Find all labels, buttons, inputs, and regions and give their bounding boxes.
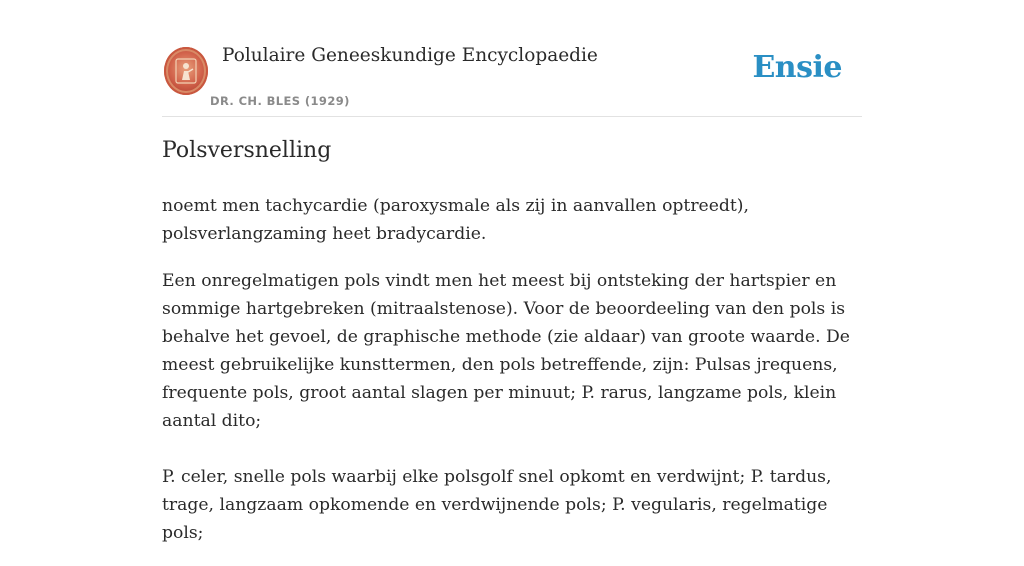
paragraph: P. celer, snelle pols waarbij elke polsgolf snel opkomt en verdwijnt; P. tardus, trage, langzaam opkomende en verdwijnende pols; P. vegularis, regelmatige pols; bbox=[162, 467, 832, 543]
book-cover-logo[interactable] bbox=[164, 47, 208, 95]
book-author: DR. CH. BLES (1929) bbox=[210, 94, 350, 108]
book-title[interactable]: Polulaire Geneeskundige Encyclopaedie bbox=[222, 45, 598, 66]
entry-title: Polsversnelling bbox=[162, 138, 332, 163]
entry-body bbox=[162, 192, 862, 566]
paragraph: Een onregelmatigen pols vindt men het meest bij ontsteking der hartspier en sommige hartgebreken (mitraalstenose). Voor de beoordeeling van den pols is behalve het gevoel, de graphische methode (zie aldaar) van groote waarde. De meest gebruikelijke kunsttermen, den pols betreffende, zijn: Pulsas jrequens, frequente pols, groot aantal slagen per minuut; P. rarus, langzame pols, klein aantal dito; bbox=[162, 271, 850, 431]
page bbox=[162, 0, 862, 543]
paragraph: noemt men tachycardie (paroxysmale als zij in aanvallen optreedt), polsverlangzaming heet bradycardie. bbox=[162, 196, 749, 244]
seal-figure-icon bbox=[164, 47, 208, 95]
brand-logo[interactable]: Ensie bbox=[752, 50, 842, 85]
header bbox=[162, 0, 862, 117]
